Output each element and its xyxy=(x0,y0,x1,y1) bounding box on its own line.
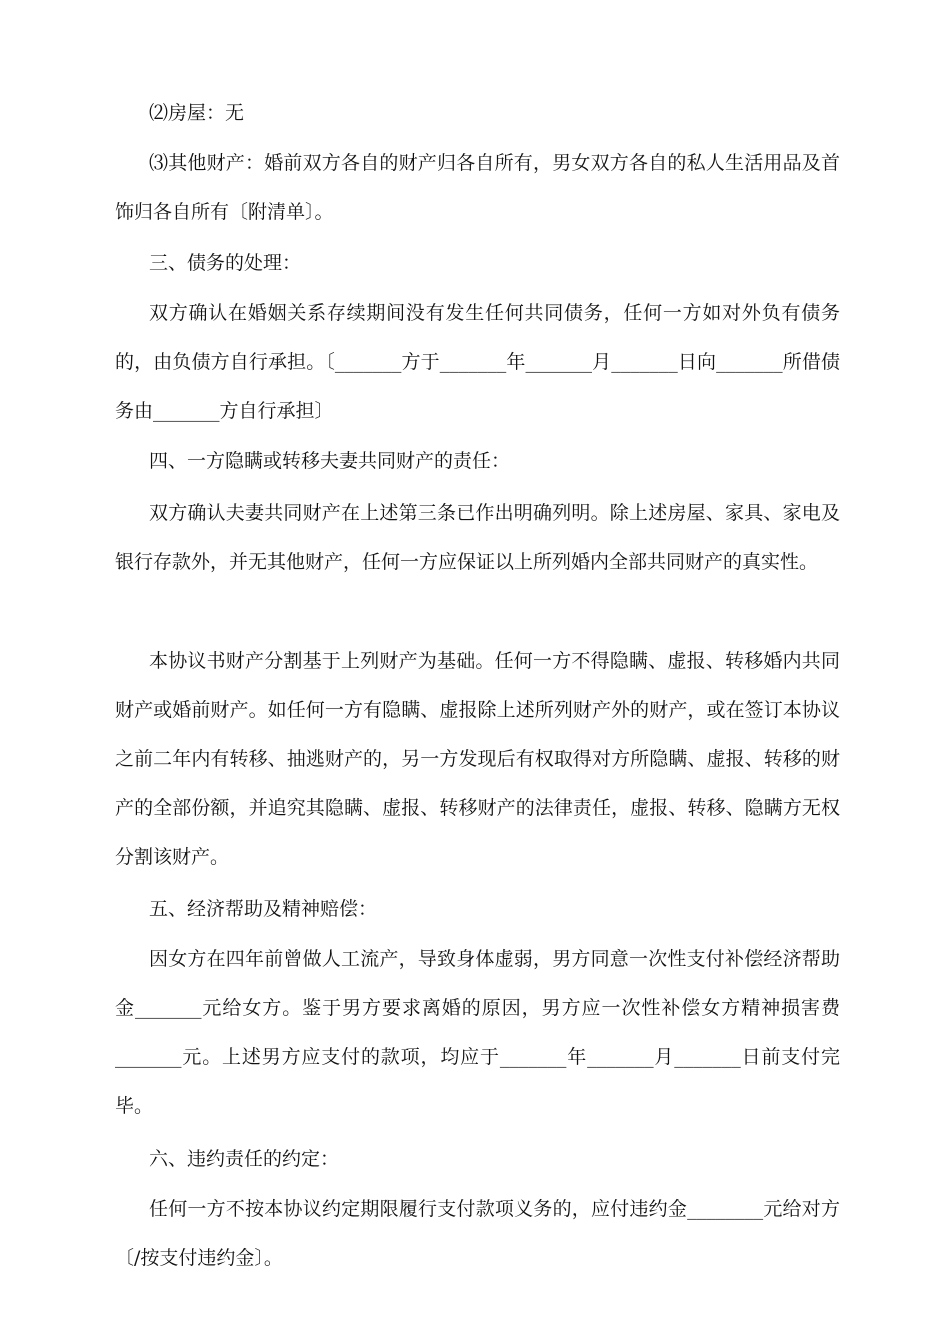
heading-debt: 三、债务的处理： xyxy=(149,252,302,274)
paragraph-other-property: ⑶其他财产：婚前双方各自的财产归各自所有，男女双方各自的私人生活用品及首饰归各自所有〔附清单〕。 xyxy=(115,152,840,223)
paragraph-house: ⑵房屋：无 xyxy=(149,102,245,124)
heading-breach: 六、违约责任的约定： xyxy=(149,1148,340,1170)
paragraph-division-basis: 本协议书财产分割基于上列财产为基础。任何一方不得隐瞒、虚报、转移婚内共同财产或婚前财产。如任何一方有隐瞒、虚报除上述所列财产外的财产，或在签订本协议之前二年内有转移、抽逃财产的，另一方发现后有权取得对方所隐瞒、虚报、转移的财产的全部份额，并追究其隐瞒、虚报、转移财产的法律责任，虚报、转移、隐瞒方无权分割该财产。 xyxy=(115,650,840,868)
paragraph-compensation: 因女方在四年前曾做人工流产，导致身体虚弱，男方同意一次性支付补偿经济帮助金_______元给女方。鉴于男方要求离婚的原因，男方应一次性补偿女方精神损害费_______元。上述男方应支付的款项，均应于_______年_______月_______日前支付完毕。 xyxy=(115,948,840,1117)
paragraph-debt: 双方确认在婚姻关系存续期间没有发生任何共同债务，任何一方如对外负有债务的，由负债方自行承担。〔_______方于_______年_______月_______日向_______所借债务由_______方自行承担〕 xyxy=(115,302,840,422)
paragraph-common-property: 双方确认夫妻共同财产在上述第三条已作出明确列明。除上述房屋、家具、家电及银行存款外，并无其他财产，任何一方应保证以上所列婚内全部共同财产的真实性。 xyxy=(115,502,840,573)
heading-compensation: 五、经济帮助及精神赔偿： xyxy=(149,898,378,920)
heading-concealment: 四、一方隐瞒或转移夫妻共同财产的责任： xyxy=(149,450,511,472)
paragraph-breach: 任何一方不按本协议约定期限履行支付款项义务的，应付违约金________元给对方〔/按支付违约金〕。 xyxy=(115,1198,840,1269)
